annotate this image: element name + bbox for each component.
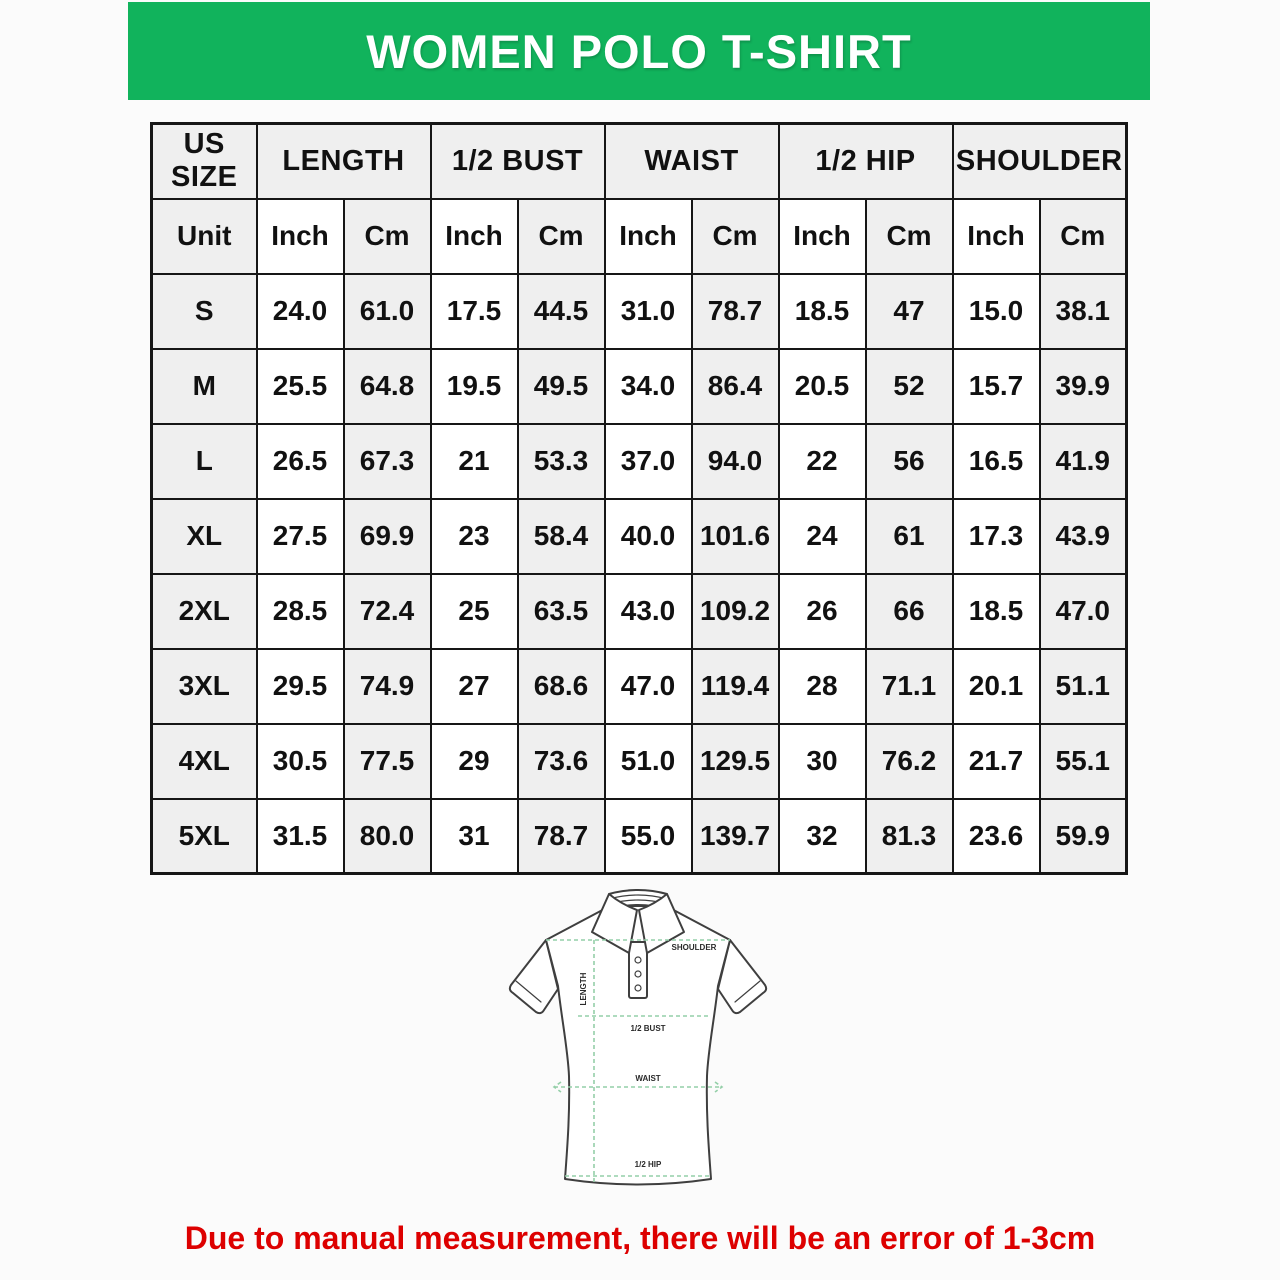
group-header-cell: 1/2 BUST [431, 124, 605, 199]
value-cell: 18.5 [779, 274, 866, 349]
value-cell: 15.0 [953, 274, 1040, 349]
title-banner [128, 2, 1150, 100]
value-cell: 72.4 [344, 574, 431, 649]
shoulder-label: SHOULDER [671, 943, 717, 952]
value-cell: 19.5 [431, 349, 518, 424]
value-cell: 29.5 [257, 649, 344, 724]
value-cell: 20.5 [779, 349, 866, 424]
unit-cell: Cm [866, 199, 953, 274]
polo-shirt-diagram [498, 886, 782, 1200]
value-cell: 64.8 [344, 349, 431, 424]
measurement-note: Due to manual measurement, there will be an error of 1-3cm [184, 1220, 1096, 1256]
group-header-cell: WAIST [605, 124, 779, 199]
size-table [150, 122, 1128, 875]
size-cell: 3XL [152, 649, 257, 724]
size-cell: XL [152, 499, 257, 574]
value-cell: 30 [779, 724, 866, 799]
size-table-body [152, 274, 1127, 874]
value-cell: 16.5 [953, 424, 1040, 499]
value-cell: 17.5 [431, 274, 518, 349]
value-cell: 44.5 [518, 274, 605, 349]
value-cell: 23.6 [953, 799, 1040, 874]
value-cell: 56 [866, 424, 953, 499]
value-cell: 67.3 [344, 424, 431, 499]
value-cell: 41.9 [1040, 424, 1127, 499]
size-table-head [152, 124, 1127, 274]
value-cell: 61.0 [344, 274, 431, 349]
value-cell: 38.1 [1040, 274, 1127, 349]
value-cell: 43.0 [605, 574, 692, 649]
value-cell: 49.5 [518, 349, 605, 424]
value-cell: 55.1 [1040, 724, 1127, 799]
value-cell: 74.9 [344, 649, 431, 724]
half-hip-label: 1/2 HIP [634, 1160, 662, 1169]
unit-cell: Cm [344, 199, 431, 274]
value-cell: 51.1 [1040, 649, 1127, 724]
value-cell: 63.5 [518, 574, 605, 649]
group-header-row [152, 124, 1127, 199]
value-cell: 31.0 [605, 274, 692, 349]
value-cell: 59.9 [1040, 799, 1127, 874]
table-row [152, 424, 1127, 499]
value-cell: 101.6 [692, 499, 779, 574]
group-header-cell: SHOULDER [953, 124, 1127, 199]
value-cell: 58.4 [518, 499, 605, 574]
size-cell: 2XL [152, 574, 257, 649]
size-cell: S [152, 274, 257, 349]
table-row [152, 799, 1127, 874]
value-cell: 25.5 [257, 349, 344, 424]
size-cell: M [152, 349, 257, 424]
size-cell: 5XL [152, 799, 257, 874]
value-cell: 20.1 [953, 649, 1040, 724]
value-cell: 77.5 [344, 724, 431, 799]
value-cell: 31.5 [257, 799, 344, 874]
value-cell: 76.2 [866, 724, 953, 799]
value-cell: 94.0 [692, 424, 779, 499]
unit-cell: Inch [257, 199, 344, 274]
value-cell: 69.9 [344, 499, 431, 574]
value-cell: 68.6 [518, 649, 605, 724]
value-cell: 23 [431, 499, 518, 574]
value-cell: 18.5 [953, 574, 1040, 649]
table-row [152, 574, 1127, 649]
value-cell: 55.0 [605, 799, 692, 874]
value-cell: 28 [779, 649, 866, 724]
value-cell: 61 [866, 499, 953, 574]
value-cell: 26.5 [257, 424, 344, 499]
table-row [152, 724, 1127, 799]
unit-cell: Inch [605, 199, 692, 274]
value-cell: 80.0 [344, 799, 431, 874]
value-cell: 52 [866, 349, 953, 424]
value-cell: 81.3 [866, 799, 953, 874]
value-cell: 43.9 [1040, 499, 1127, 574]
value-cell: 47 [866, 274, 953, 349]
value-cell: 86.4 [692, 349, 779, 424]
value-cell: 15.7 [953, 349, 1040, 424]
table-row [152, 649, 1127, 724]
value-cell: 28.5 [257, 574, 344, 649]
half-bust-label: 1/2 BUST [630, 1024, 666, 1033]
value-cell: 53.3 [518, 424, 605, 499]
table-row [152, 499, 1127, 574]
value-cell: 26 [779, 574, 866, 649]
value-cell: 139.7 [692, 799, 779, 874]
value-cell: 71.1 [866, 649, 953, 724]
unit-cell: Cm [692, 199, 779, 274]
group-header-cell: US SIZE [152, 124, 257, 199]
value-cell: 40.0 [605, 499, 692, 574]
value-cell: 39.9 [1040, 349, 1127, 424]
group-header-cell: LENGTH [257, 124, 431, 199]
size-cell: L [152, 424, 257, 499]
length-label: LENGTH [579, 972, 588, 1006]
value-cell: 34.0 [605, 349, 692, 424]
value-cell: 25 [431, 574, 518, 649]
value-cell: 119.4 [692, 649, 779, 724]
value-cell: 78.7 [518, 799, 605, 874]
table-row [152, 274, 1127, 349]
value-cell: 47.0 [605, 649, 692, 724]
group-header-cell: 1/2 HIP [779, 124, 953, 199]
value-cell: 47.0 [1040, 574, 1127, 649]
value-cell: 24 [779, 499, 866, 574]
value-cell: 129.5 [692, 724, 779, 799]
value-cell: 24.0 [257, 274, 344, 349]
value-cell: 21.7 [953, 724, 1040, 799]
unit-cell: Unit [152, 199, 257, 274]
size-cell: 4XL [152, 724, 257, 799]
value-cell: 51.0 [605, 724, 692, 799]
value-cell: 30.5 [257, 724, 344, 799]
unit-cell: Inch [779, 199, 866, 274]
unit-cell: Cm [1040, 199, 1127, 274]
polo-shirt-drawing [498, 886, 782, 1200]
value-cell: 22 [779, 424, 866, 499]
value-cell: 78.7 [692, 274, 779, 349]
unit-cell: Inch [431, 199, 518, 274]
value-cell: 29 [431, 724, 518, 799]
waist-label: WAIST [635, 1074, 661, 1083]
unit-row [152, 199, 1127, 274]
value-cell: 21 [431, 424, 518, 499]
table-row [152, 349, 1127, 424]
unit-cell: Inch [953, 199, 1040, 274]
value-cell: 17.3 [953, 499, 1040, 574]
value-cell: 73.6 [518, 724, 605, 799]
page-title: WOMEN POLO T-SHIRT [366, 24, 912, 78]
value-cell: 32 [779, 799, 866, 874]
value-cell: 66 [866, 574, 953, 649]
value-cell: 109.2 [692, 574, 779, 649]
value-cell: 27.5 [257, 499, 344, 574]
value-cell: 27 [431, 649, 518, 724]
value-cell: 31 [431, 799, 518, 874]
placket [629, 942, 647, 998]
value-cell: 37.0 [605, 424, 692, 499]
unit-cell: Cm [518, 199, 605, 274]
